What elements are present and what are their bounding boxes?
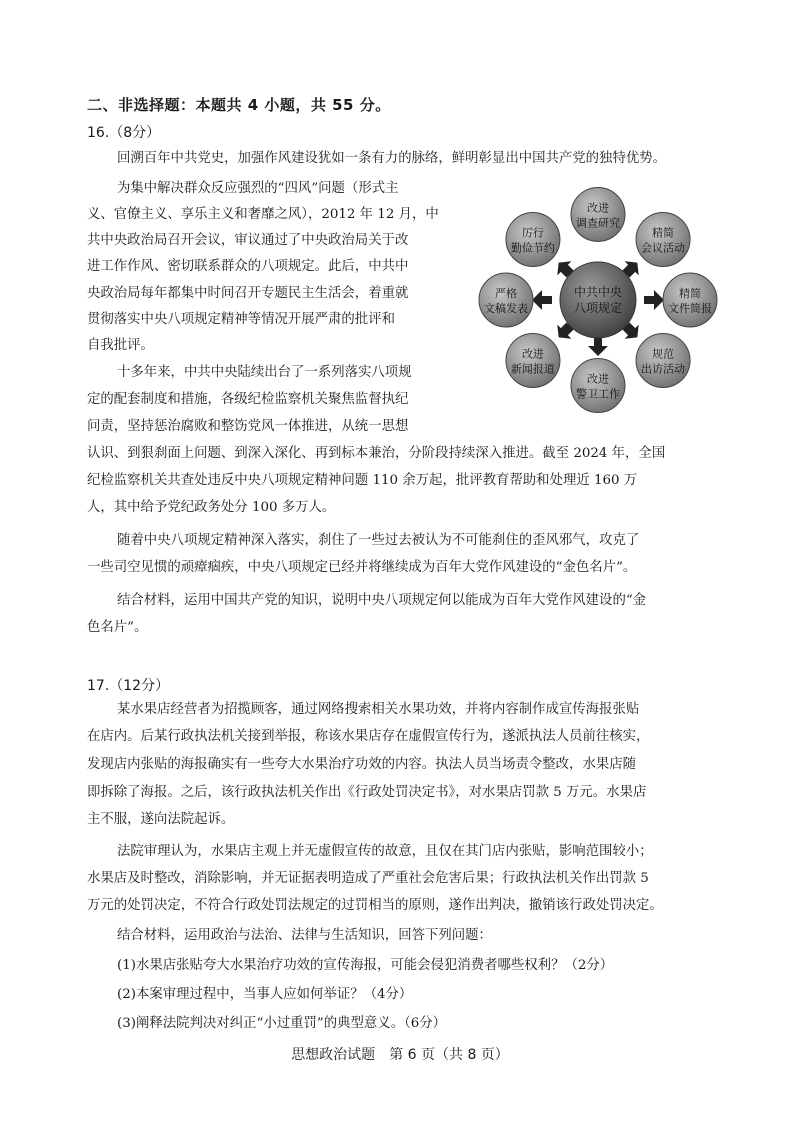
arrow-icon [532,290,552,310]
q16-line: 十多年来，中共中央陆续出台了一系列落实八项规 [117,365,412,380]
diagram-node-label: 严格 [495,287,517,300]
diagram-node-label: 调查研究 [576,216,620,230]
diagram-node-label: 新闻报道 [510,362,555,376]
q16-line: 央政治局每年都集中时间召开专题民主生活会，着重就 [87,286,409,301]
q16-line: 随着中央八项规定精神深入落实，刹住了一些过去被认为不可能刹住的歪风邪气，攻克了 [117,533,640,548]
diagram-node-label: 厉行 [521,226,544,240]
q16-line: 自我批评。 [87,338,154,353]
q17-line: 法院审理认为，水果店主观上并无虚假宣传的故意，且仅在其门店内张贴，影响范围较小； [117,844,653,859]
q17-subquestion: (3)阐释法院判决对纠正“小过重罚”的典型意义。（6分） [117,1016,447,1031]
diagram-node-label: 精简 [679,287,701,300]
diagram-node-label: 警卫工作 [576,387,620,401]
q17-line: 主不服，遂向法院起诉。 [87,812,235,827]
q17-subquestion: (2)本案审理过程中，当事人应如何举证？（4分） [117,987,413,1002]
q17-subquestion: (1)水果店张贴夸大水果治疗功效的宣传海报，可能会侵犯消费者哪些权利？（2分） [117,958,614,973]
q17-line: 在店内。后某行政执法机关接到举报，称该水果店存在虚假宣传行为，遂派执法人员前往核实， [87,729,650,744]
q17-header: 17.（12分） [87,678,170,694]
center-label-1: 中共中央 [573,285,623,299]
q16-line: 认识、到狠刹面上问题、到深入深化、再到标本兼治，分阶段持续深入推进。截至 2024 年，全国 [87,446,666,461]
q16-line: 纪检监察机关共查处违反中央八项规定精神问题 110 余万起，批评教育帮助和处理近 160 万 [87,473,638,488]
diagram-node-label: 改进 [587,372,609,386]
q16-line: 一些司空见惯的顽瘴痼疾，中央八项规定已经并将继续成为百年大党作风建设的“金色名片”。 [87,560,637,575]
diagram-node-label: 规范 [652,347,675,361]
diagram-node-label: 文稿发表 [484,302,528,315]
diagram-node [479,273,533,327]
q16-line: 贯彻落实中央八项规定精神等情况开展严肃的批评和 [87,312,395,327]
eight-rules-diagram [468,178,728,428]
q17-line: 水果店及时整改，消除影响，并无证据表明造成了严重社会危害后果；行政执法机关作出罚款 5 [87,871,649,886]
q16-line: 进工作作风、密切联系群众的八项规定。此后，中共中 [87,259,409,274]
q17-line: 万元的处罚决定，不符合行政处罚法规定的过罚相当的原则，遂作出判决，撤销该行政处罚决定。 [87,898,663,913]
diagram-node-label: 出访活动 [641,362,686,376]
q17-line: 发现店内张贴的海报确实有一些夸大水果治疗功效的内容。执法人员当场责令整改，水果店随 [87,757,637,772]
diagram-node-label: 会议活动 [641,241,686,255]
diagram-node-label: 勤俭节约 [510,241,555,255]
arrow-icon [644,290,664,310]
q16-line: 义、官僚主义、享乐主义和奢靡之风），2012 年 12 月，中 [87,207,439,222]
diagram-node-label: 精简 [652,226,675,240]
q16-line: 问责，坚持惩治腐败和整饬党风一体推进，从统一思想 [87,419,409,434]
page-footer: 思想政治试题 第 6 页（共 8 页） [291,1047,509,1063]
q16-line: 人，其中给予党纪政务处分 100 多万人。 [87,500,336,515]
center-circle [560,262,636,338]
q16-line: 色名片”。 [87,620,148,635]
q17-line: 某水果店经营者为招揽顾客，通过网络搜索相关水果功效，并将内容制作成宣传海报张贴 [117,702,640,717]
q17-line: 即拆除了海报。之后，该行政执法机关作出《行政处罚决定书》，对水果店罚款 5 万元。水果店 [87,785,647,800]
q16-line: 为集中解决群众反应强烈的“四风”问题（形式主 [117,181,399,196]
diagram-node-label: 文件简报 [668,302,712,315]
q16-line: 定的配套制度和措施，各级纪检监察机关聚焦监督执纪 [87,392,409,407]
center-label-2: 八项规定 [573,301,623,315]
q16-line: 共中央政治局召开会议，审议通过了中央政治局关于改 [87,233,409,248]
diagram-node-label: 改进 [587,201,609,215]
q16-header: 16.（8分） [87,125,161,141]
arrow-icon [588,336,608,356]
diagram-node [663,273,717,327]
q16-line: 回溯百年中共党史，加强作风建设犹如一条有力的脉络，鲜明彰显出中国共产党的独特优势。 [117,151,667,166]
q16-line: 结合材料，运用中国共产党的知识，说明中央八项规定何以能成为百年大党作风建设的“金 [117,593,647,608]
q17-line: 结合材料，运用政治与法治、法律与生活知识，回答下列问题： [117,928,492,943]
diagram-node-label: 改进 [521,347,544,361]
section-title: 二、非选择题：本题共 4 小题，共 55 分。 [87,96,391,114]
